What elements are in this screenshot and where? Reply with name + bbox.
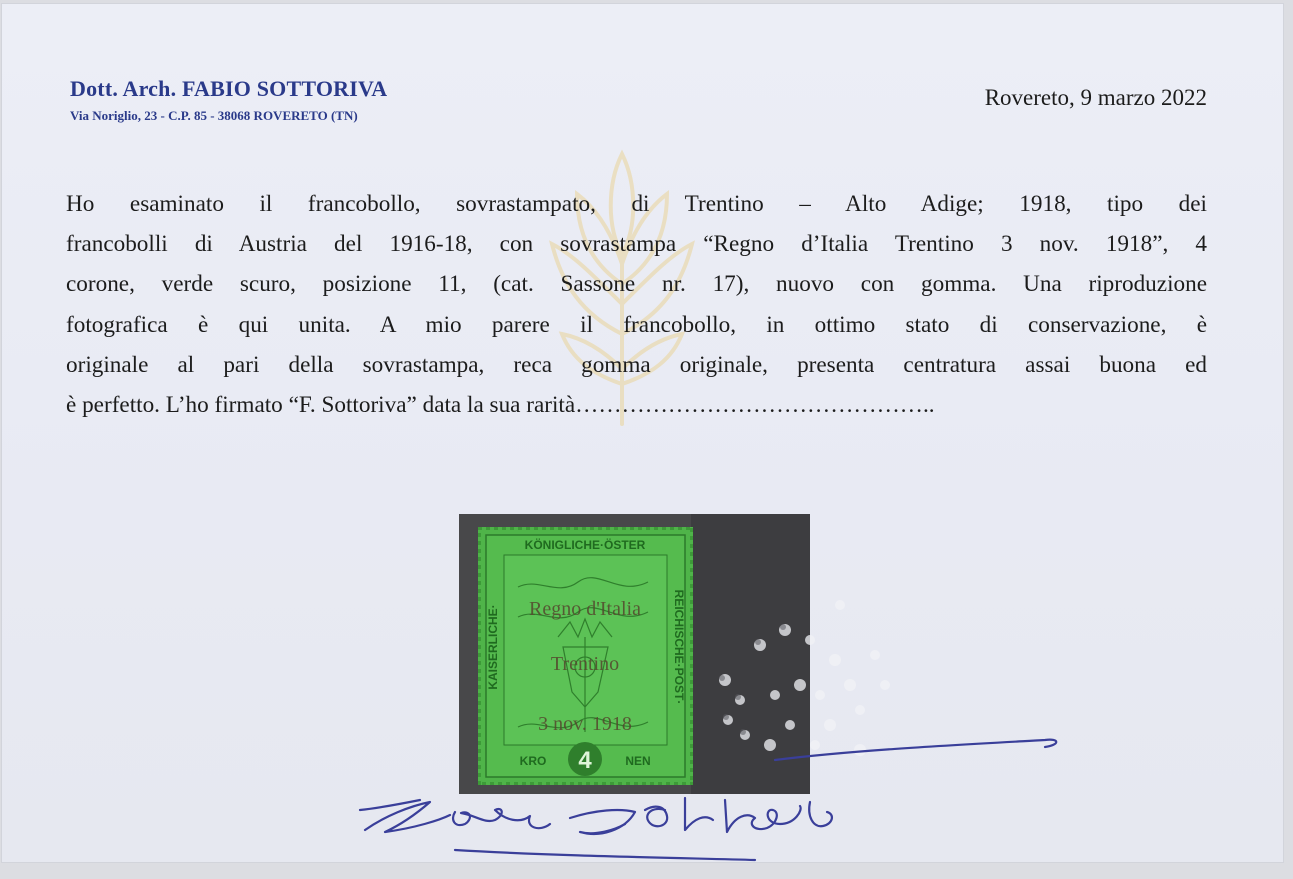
certificate-text-line: francobolli di Austria del 1916-18, con sovrastampa “Regno d’Italia Trentino 3 nov. 1918”, 4 bbox=[66, 231, 1207, 258]
issuer-address: Via Noriglio, 23 - C.P. 85 - 38068 ROVERETO (TN) bbox=[70, 108, 358, 123]
certificate-text-line: Ho esaminato il francobollo, sovrastampato, di Trentino – Alto Adige; 1918, tipo dei bbox=[66, 191, 1207, 217]
certificate-text-line: originale al pari della sovrastampa, reca gomma originale, presenta centratura assai buona ed bbox=[66, 351, 1207, 378]
certificate-date: Rovereto, 9 marzo 2022 bbox=[984, 85, 1207, 110]
handwritten-signature bbox=[355, 720, 1075, 870]
issuer-name: Dott. Arch. FABIO SOTTORIVA bbox=[70, 76, 388, 101]
stamp-top-border-text: KÖNIGLICHE·ÖSTER bbox=[524, 538, 646, 552]
stamp-value-left: KRO bbox=[519, 754, 547, 768]
overprint-line2: Trentino bbox=[550, 653, 620, 675]
certificate-text-line: fotografica è qui unita. A mio parere il francobollo, in ottimo stato di conservazione, è bbox=[66, 311, 1207, 338]
stamp-value-right: NEN bbox=[625, 754, 651, 768]
stamp-value-digit: 4 bbox=[578, 747, 592, 774]
certificate-text-line: è perfetto. L’ho firmato “F. Sottoriva” data la sua rarità……………………………………….. bbox=[66, 392, 935, 419]
stamp-right-border-text: REICHISCHE·POST· bbox=[672, 589, 686, 705]
overprint-line1: Regno d'Italia bbox=[529, 598, 641, 620]
certificate-text bbox=[66, 184, 1207, 425]
certificate-text-line: corone, verde scuro, posizione 11, (cat. Sassone nr. 17), nuovo con gomma. Una riproduzione bbox=[66, 271, 1207, 298]
stamp-left-border-text: KAISERLICHE· bbox=[486, 604, 500, 690]
overprint-line3: 3 nov. 1918 bbox=[538, 713, 632, 735]
